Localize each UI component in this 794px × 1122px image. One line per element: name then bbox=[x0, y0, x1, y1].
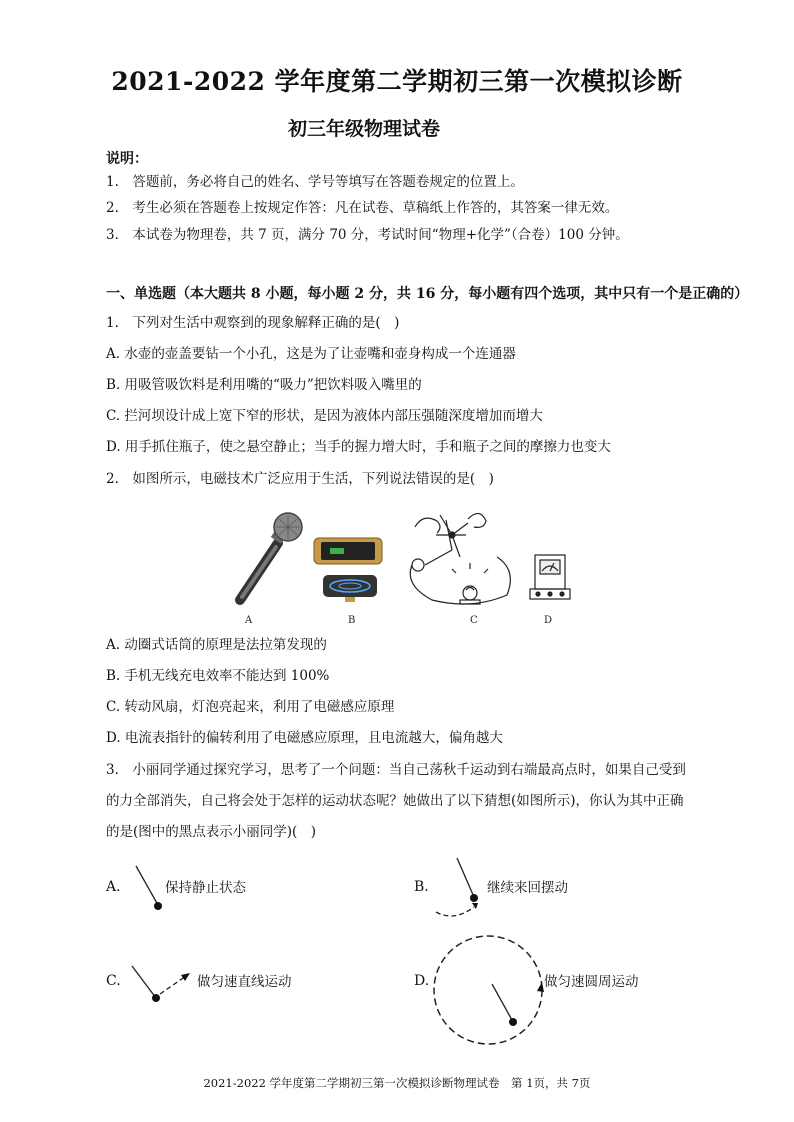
q3-option-a-text: 保持静止状态 bbox=[165, 880, 246, 896]
question-1-stem: 1. 下列对生活中观察到的现象解释正确的是( ) bbox=[106, 315, 400, 331]
q3-option-d-diagram bbox=[426, 928, 546, 1053]
question-1-option-a: A. 水壶的壶盖要钻一个小孔，这是为了让壶嘴和壶身构成一个连通器 bbox=[106, 346, 516, 362]
figure-label-b: B bbox=[348, 615, 356, 626]
note-item-2: 2. 考生必须在答题卷上按规定作答：凡在试卷、草稿纸上作答的，其答案一律无效。 bbox=[106, 200, 619, 216]
q3-option-c-text: 做匀速直线运动 bbox=[197, 974, 292, 990]
question-3-stem-line-3: 的是(图中的黑点表示小丽同学)( ) bbox=[106, 824, 317, 840]
page-footer: 2021-2022 学年度第二学期初三第一次模拟诊断物理试卷 第 1页，共 7页 bbox=[203, 1076, 591, 1090]
question-3-stem-line-1: 3. 小丽同学通过探究学习，思考了一个问题：当自己荡秋千运动到右端最高点时，如果自己受到 bbox=[106, 762, 686, 778]
section-heading: 一、单选题（本大题共 8 小题，每小题 2 分，共 16 分，每小题有四个选项，其中只有一个是正确的） bbox=[106, 286, 749, 302]
note-item-3: 3. 本试卷为物理卷，共 7 页，满分 70 分，考试时间“物理+化学”（合卷）100 分钟。 bbox=[106, 227, 629, 243]
question-2-option-c: C. 转动风扇，灯泡亮起来，利用了电磁感应原理 bbox=[106, 699, 395, 715]
exam-title: 2021-2022 学年度第二学期初三第一次模拟诊断 bbox=[111, 67, 683, 96]
q3-option-b-text: 继续来回摆动 bbox=[487, 880, 568, 896]
microphone-image bbox=[240, 513, 302, 600]
q3-option-c-diagram bbox=[128, 960, 198, 1010]
question-2-option-a: A. 动圈式话筒的原理是法拉第发现的 bbox=[106, 637, 327, 653]
fan-bulb-circuit-image bbox=[410, 513, 510, 604]
q3-option-d-letter: D. bbox=[414, 973, 430, 989]
question-2-stem: 2. 如图所示，电磁技术广泛应用于生活，下列说法错误的是( ) bbox=[106, 471, 494, 487]
q3-option-c-letter: C. bbox=[106, 973, 121, 989]
question-1-option-b: B. 用吸管吸饮料是利用嘴的“吸力”把饮料吸入嘴里的 bbox=[106, 377, 422, 393]
exam-subtitle: 初三年级物理试卷 bbox=[288, 118, 441, 140]
question-3-stem-line-2: 的力全部消失，自己将会处于怎样的运动状态呢？她做出了以下猜想(如图所示)，你认为其中正确 bbox=[106, 793, 684, 809]
question-1-option-c: C. 拦河坝设计成上宽下窄的形状，是因为液体内部压强随深度增加而增大 bbox=[106, 408, 543, 424]
question-2-option-b: B. 手机无线充电效率不能达到 100% bbox=[106, 668, 330, 684]
notes-heading: 说明： bbox=[106, 151, 148, 167]
figure-label-c: C bbox=[470, 615, 478, 626]
q3-option-b-diagram bbox=[432, 852, 492, 922]
question-1-option-d: D. 用手抓住瓶子，使之悬空静止；当手的握力增大时，手和瓶子之间的摩擦力也变大 bbox=[106, 439, 611, 455]
figure-label-a: A bbox=[245, 615, 253, 626]
question-2-option-d: D. 电流表指针的偏转利用了电磁感应原理，且电流越大，偏角越大 bbox=[106, 730, 503, 746]
ammeter-image bbox=[530, 555, 570, 599]
q3-option-d-text: 做匀速圆周运动 bbox=[544, 974, 639, 990]
note-item-1: 1. 答题前，务必将自己的姓名、学号等填写在答题卷规定的位置上。 bbox=[106, 174, 524, 190]
wireless-charger-image bbox=[314, 538, 382, 602]
q3-option-b-letter: B. bbox=[414, 879, 429, 895]
q3-option-a-letter: A. bbox=[106, 879, 121, 895]
electromagnetism-figure bbox=[190, 505, 590, 630]
figure-label-d: D bbox=[544, 615, 553, 626]
